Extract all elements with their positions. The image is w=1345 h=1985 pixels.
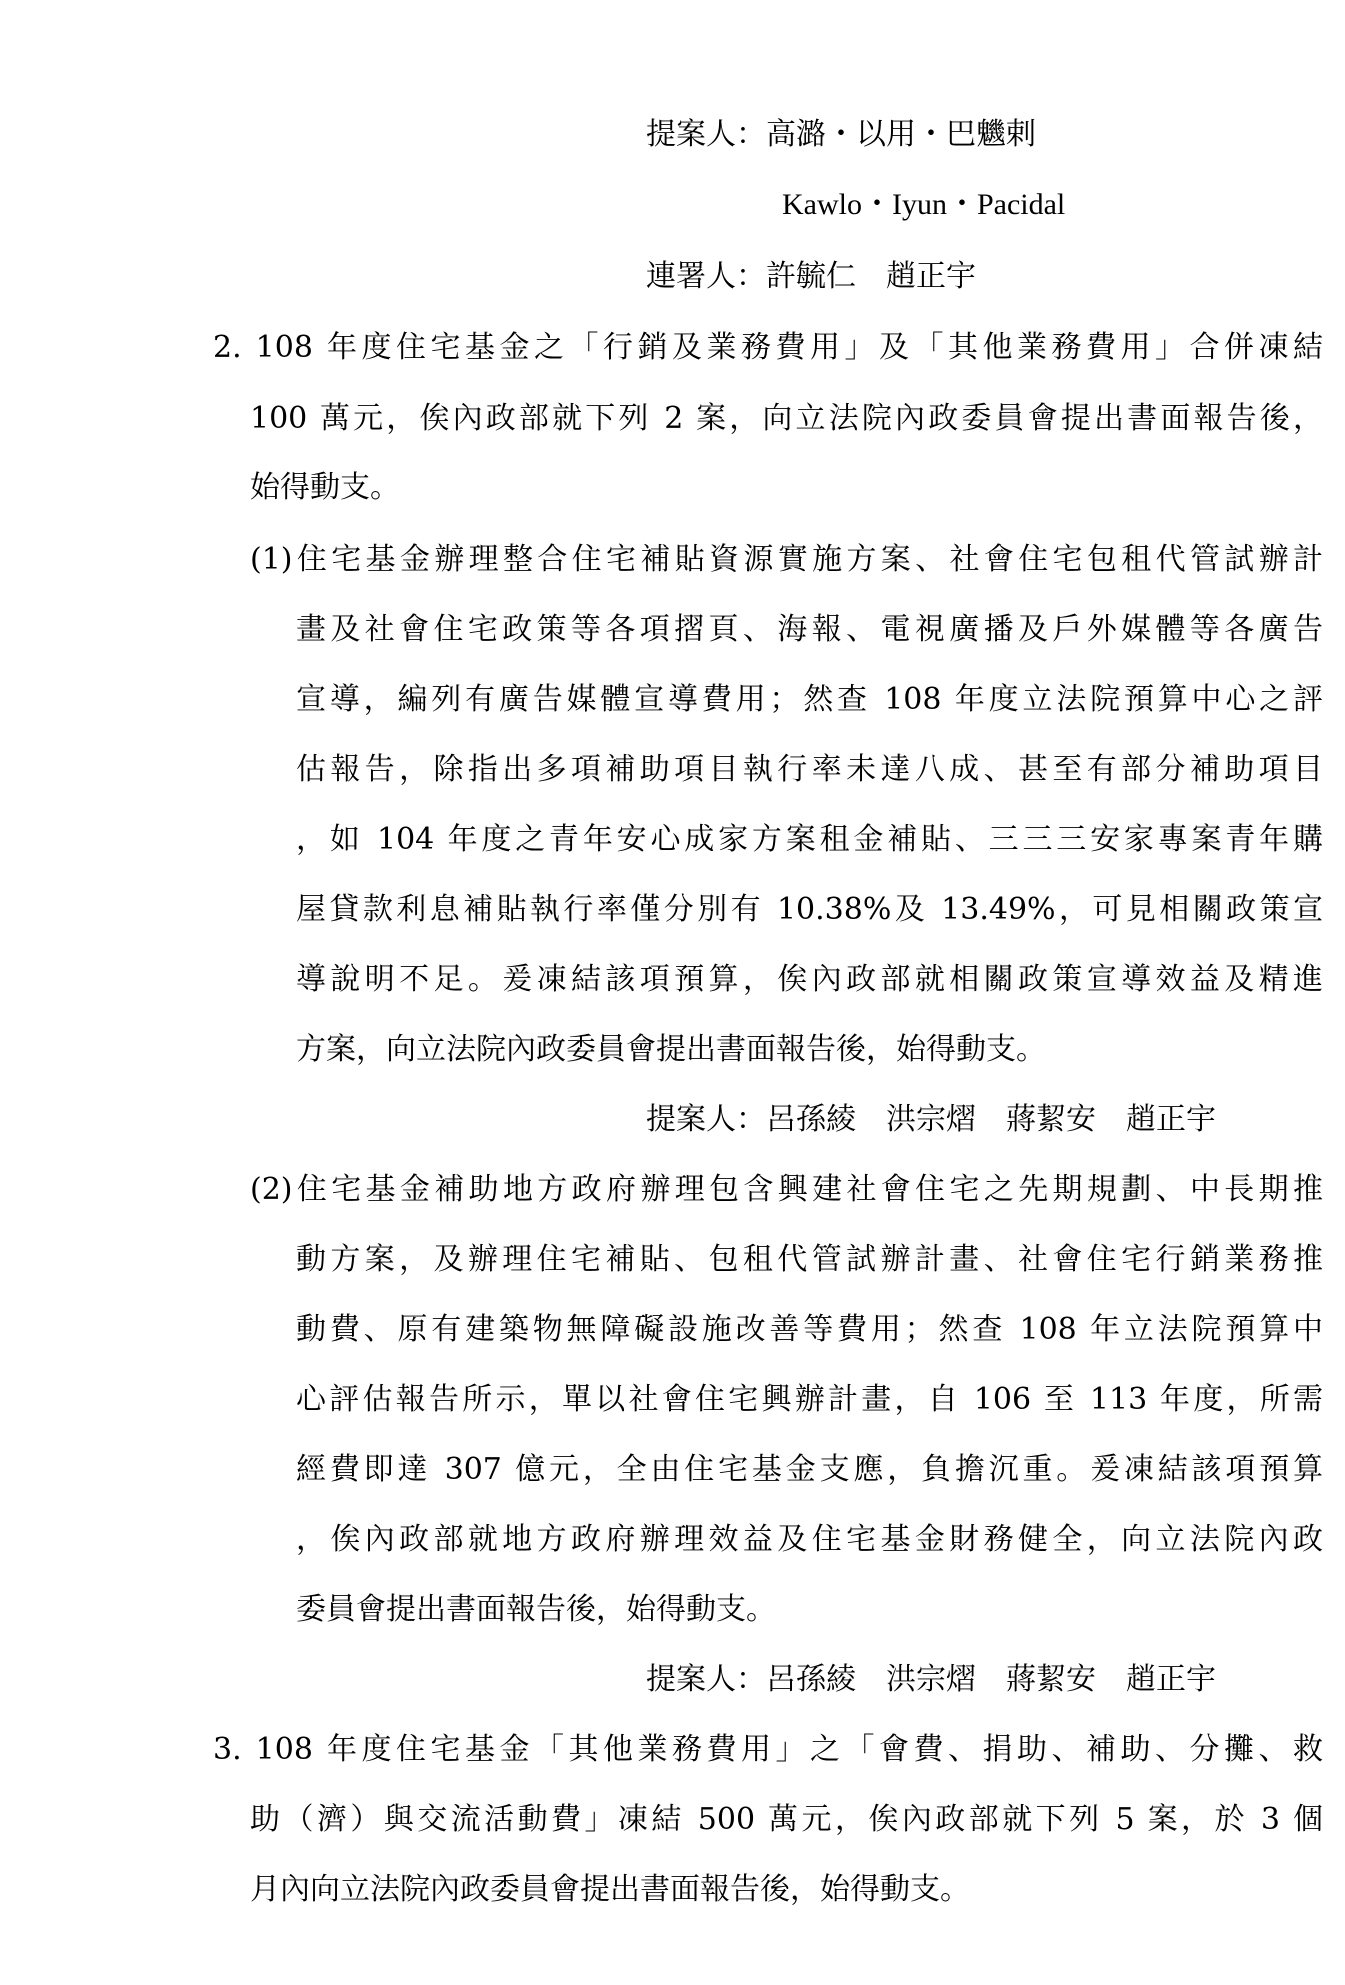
sub1-line: 估報告，除指出多項補助項目執行率未達八成、甚至有部分補助項目 <box>296 752 1323 787</box>
item2-line: 2. 108 年度住宅基金之「行銷及業務費用」及「其他業務費用」合併凍結 <box>213 330 1323 365</box>
proposer-name: 趙正宇 <box>1126 1102 1216 1137</box>
proposer-name-english: Kawlo・Iyun・Pacidal <box>782 188 1066 221</box>
item3-line: 助（濟）與交流活動費」凍結 500 萬元，俟內政部就下列 5 案，於 3 個 <box>250 1802 1323 1837</box>
cosigner-label: 連署人： <box>646 259 766 294</box>
proposer-label: 提案人： <box>646 117 766 152</box>
proposer-line-3 <box>646 1660 1216 1700</box>
sub1-line: (1)住宅基金辦理整合住宅補貼資源實施方案、社會住宅包租代管試辦計 <box>250 542 1323 577</box>
proposer-name: 蔣絜安 <box>1006 1102 1096 1137</box>
proposer-line-1 <box>646 115 1036 155</box>
cosigner-name: 趙正宇 <box>886 259 976 294</box>
sub1-line: 導說明不足。爰凍結該項預算，俟內政部就相關政策宣導效益及精進 <box>296 962 1323 997</box>
proposer-name: 高潞・以用・巴魕剌 <box>766 117 1036 152</box>
item3-line: 月內向立法院內政委員會提出書面報告後，始得動支。 <box>250 1872 970 1907</box>
proposer-name: 呂孫綾 <box>766 1662 856 1697</box>
sub1-line: 方案，向立法院內政委員會提出書面報告後，始得動支。 <box>296 1032 1046 1067</box>
sub1-line: 屋貸款利息補貼執行率僅分別有 10.38%及 13.49%，可見相關政策宣 <box>296 892 1323 927</box>
proposer-name: 洪宗熠 <box>886 1102 976 1137</box>
item2-line: 100 萬元，俟內政部就下列 2 案，向立法院內政委員會提出書面報告後， <box>250 401 1323 436</box>
sub2-line: (2)住宅基金補助地方政府辦理包含興建社會住宅之先期規劃、中長期推 <box>250 1172 1323 1207</box>
sub2-line: 動費、原有建築物無障礙設施改善等費用；然查 108 年立法院預算中 <box>296 1312 1323 1347</box>
proposer-label: 提案人： <box>646 1662 766 1697</box>
sub2-line: 委員會提出書面報告後，始得動支。 <box>296 1592 776 1627</box>
sub2-line: 動方案，及辦理住宅補貼、包租代管試辦計畫、社會住宅行銷業務推 <box>296 1242 1323 1277</box>
sub2-line: 心評估報告所示，單以社會住宅興辦計畫，自 106 至 113 年度，所需 <box>296 1382 1323 1417</box>
cosigner-line <box>646 257 976 297</box>
proposer-label: 提案人： <box>646 1102 766 1137</box>
proposer-name: 洪宗熠 <box>886 1662 976 1697</box>
proposer-name: 呂孫綾 <box>766 1102 856 1137</box>
item2-line: 始得動支。 <box>250 470 400 505</box>
item3-line: 3. 108 年度住宅基金「其他業務費用」之「會費、捐助、補助、分攤、救 <box>213 1732 1323 1767</box>
sub2-line: ，俟內政部就地方政府辦理效益及住宅基金財務健全，向立法院內政 <box>296 1522 1323 1557</box>
cosigner-name: 許毓仁 <box>766 259 856 294</box>
proposer-line-2 <box>646 1100 1216 1140</box>
proposer-name: 趙正宇 <box>1126 1662 1216 1697</box>
proposer-name: 蔣絜安 <box>1006 1662 1096 1697</box>
sub1-line: 畫及社會住宅政策等各項摺頁、海報、電視廣播及戶外媒體等各廣告 <box>296 612 1323 647</box>
sub2-line: 經費即達 307 億元，全由住宅基金支應，負擔沉重。爰凍結該項預算 <box>296 1452 1323 1487</box>
sub1-line: ，如 104 年度之青年安心成家方案租金補貼、三三三安家專案青年購 <box>296 822 1323 857</box>
sub1-line: 宣導，編列有廣告媒體宣導費用；然查 108 年度立法院預算中心之評 <box>296 682 1323 717</box>
